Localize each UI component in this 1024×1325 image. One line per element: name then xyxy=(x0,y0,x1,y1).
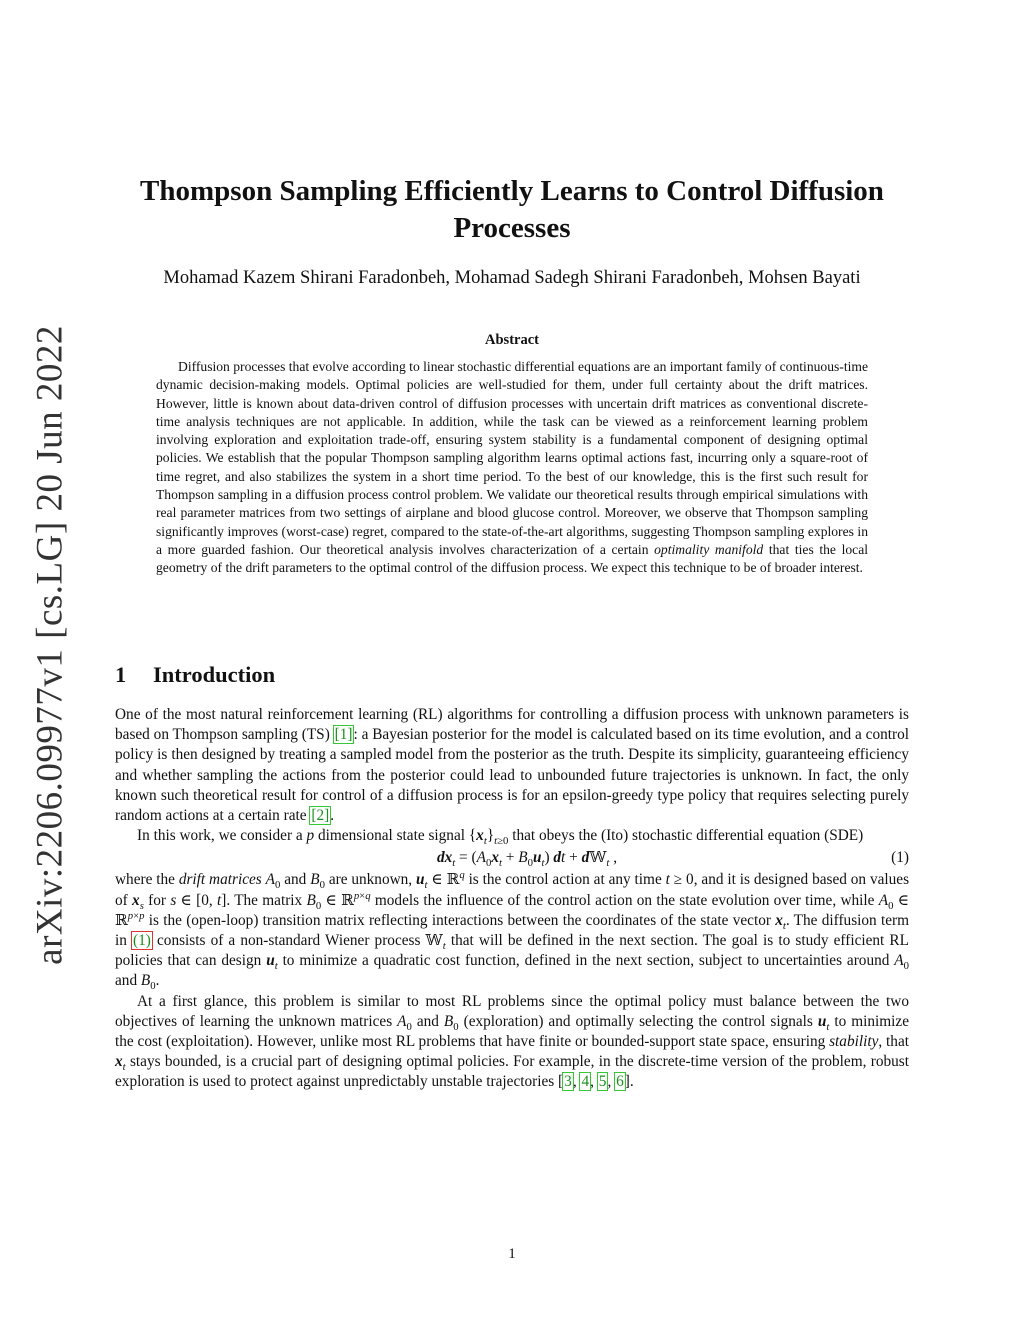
section-title: Introduction xyxy=(153,662,276,687)
abstract-heading: Abstract xyxy=(485,332,539,348)
paragraph: One of the most natural reinforcement learning (RL) algorithms for controlling a diffusion process with unknown parameters is based on Thompson sampling (TS) [1]: a Bayesian posterior for the model is calculated based on its time evolution, and a control policy is then designed by treating a sampled model from the posterior as the truth. Despite its simplicity, guaranteeing efficiency and whether sampling the actions from the posterior could lead to unbounded future trajectories is unknown. In fact, the only known such theoretical result for control of a diffusion process is for an epsilon-greedy type policy that requires selecting purely random actions at a certain rate [2]. xyxy=(115,706,909,825)
citation-link[interactable]: 5 xyxy=(598,1073,607,1091)
citation-link[interactable]: 6 xyxy=(616,1073,624,1091)
citation-link[interactable]: [1] xyxy=(334,726,353,744)
citation-link[interactable]: 4 xyxy=(581,1073,590,1091)
citation-link[interactable]: 3 xyxy=(564,1073,572,1091)
abstract-text: Diffusion processes that evolve according to linear stochastic differential equations are an important family of continuous-time dynamic decision-making models. Optimal policies are well-studied for them, under full certainty about the drift matrices. However, little is known about data-driven control of diffusion processes with uncertain drift matrices as conventional discrete-time analysis techniques are not applicable. In addition, while the task can be viewed as a reinforcement learning problem involving exploration and exploitation trade-off, ensuring system stability is a fundamental component of designing optimal policies. We establish that the popular Thompson sampling algorithm learns optimal actions fast, incurring only a square-root of time regret, and also stabilizes the system in a short time period. To the best of our knowledge, this is the first such result for Thompson sampling in a diffusion process control problem. We validate our theoretical results through empirical simulations with real parameter matrices from two settings of airplane and blood glucose control. Moreover, we observe that Thompson sampling significantly improves (worst-case) regret, compared to the state-of-the-art algorithms, suggesting Thompson sampling explores in a more guarded fashion. Our theoretical analysis involves characterization of a certain optimality manifold that ties the local geometry of the drift parameters to the optimal control of the diffusion process. We expect this technique to be of broader interest. xyxy=(156,359,868,576)
equation-number: (1) xyxy=(891,849,909,867)
abstract-emphasis: optimality manifold xyxy=(654,541,764,557)
equation-expression: $dx_t = (A_0x_t + B_0u_t)$ dt + d𝕎$_t$ , xyxy=(436,849,618,870)
paragraph: At a first glance, this problem is similar to most RL problems since the optimal policy must balance between the two objectives of learning the unknown matrices $A_0$ and $B_0$ (exploration) and optimally selecting the control signals $u_t$ to minimize the cost (exploitation). However, unlike most RL problems that have finite or bounded-support state space, ensuring stability, that $x_t$ stays bounded, is a crucial part of designing optimal policies. For example, in the discrete-time version of the problem, robust exploration is used to protect against unpredictably unstable trajectories [3, 4, 5, 6]. xyxy=(115,992,910,1091)
arxiv-identifier: arXiv:2206.09977v1 [cs.LG] 20 Jun 2022 xyxy=(29,325,71,965)
author-list: Mohamad Kazem Shirani Faradonbeh, Mohamad Sadegh Shirani Faradonbeh, Mohsen Bayati xyxy=(163,268,861,288)
paper-title: Thompson Sampling Efficiently Learns to Control Diffusion Processes xyxy=(140,175,884,244)
section-heading xyxy=(115,662,275,688)
page-number: 1 xyxy=(508,1246,516,1262)
paragraph: In this work, we consider a p dimensional state signal $\{x_t\}_{t\ge 0}$ that obeys the (Ito) stochastic differential equation (SDE) xyxy=(137,827,864,848)
equation-1 xyxy=(115,847,909,869)
equation-reference-link[interactable]: (1) xyxy=(133,932,151,950)
paragraph: where the drift matrices $A_0$ and $B_0$ are unknown, $u_t$ ∈ ℝ$^q$ is the control action at any time t ≥ 0, and it is designed based on values of $x_s$ for s ∈ [0, t]. The matrix $B_0$ ∈ ℝ$^{p\times q}$ models the influence of the control action on the state evolution over time, while $A_0$ ∈ ℝ$^{p\times p}$ is the (open-loop) transition matrix reflecting interactions between the coordinates of the state vector $x_t$. The diffusion term in (1) consists of a non-standard Wiener process 𝕎$_t$ that will be defined in the next section. The goal is to study efficient RL policies that can design $u_t$ to minimize a quadratic cost function, defined in the next section, subject to uncertainties around $A_0$ and $B_0$. xyxy=(115,869,910,993)
section-number: 1 xyxy=(115,662,127,687)
citation-link[interactable]: [2] xyxy=(311,807,330,825)
introduction-body xyxy=(115,705,909,1093)
